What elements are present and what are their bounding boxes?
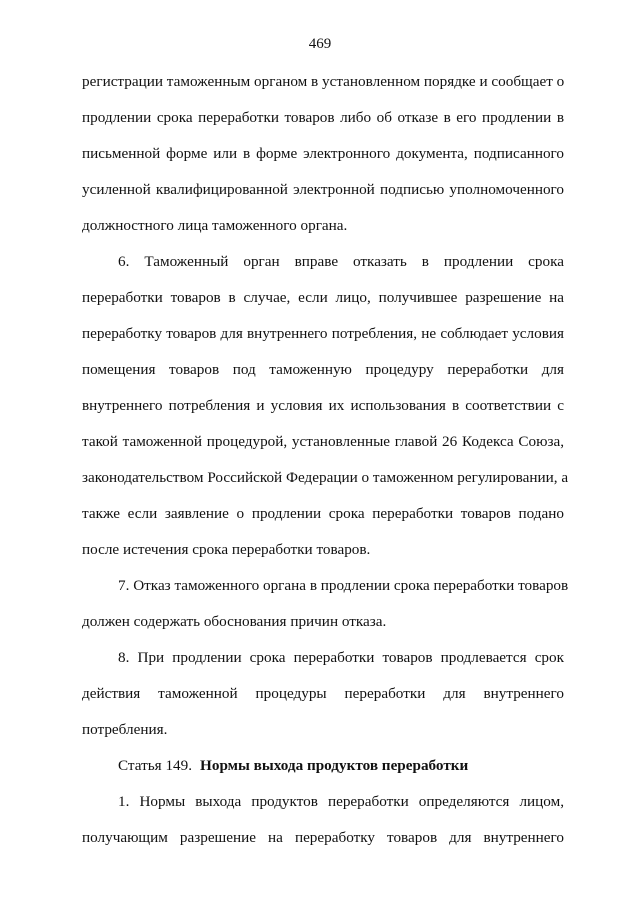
text-line: помещения товаров под таможенную процедуру переработки для [82,361,564,378]
paragraph-8-first-line: 8. При продлении срока переработки товаров продлевается срок [118,649,564,666]
text-line: действия таможенной процедуры переработки для внутреннего [82,685,564,702]
paragraph-6-first-line: 6. Таможенный орган вправе отказать в продлении срока [118,253,564,270]
text-line: получающим разрешение на переработку товаров для внутреннего [82,829,564,846]
text-line: усиленной квалифицированной электронной подписью уполномоченного [82,181,564,198]
article-heading [118,756,468,776]
text-line: после истечения срока переработки товаров. [82,541,371,558]
text-line: должен содержать обоснования причин отказа. [82,613,387,630]
text-line: письменной форме или в форме электронного документа, подписанного [82,145,564,162]
text-line: продлении срока переработки товаров либо об отказе в его продлении в [82,109,564,126]
article-paragraph-1-first-line: 1. Нормы выхода продуктов переработки определяются лицом, [118,793,564,810]
text-line: переработки товаров в случае, если лицо, получившее разрешение на [82,289,564,306]
text-line: переработку товаров для внутреннего потребления, не соблюдает условия [82,325,564,342]
text-line: внутреннего потребления и условия их использования в соответствии с [82,397,564,414]
text-line: должностного лица таможенного органа. [82,217,348,234]
article-number: Статья 149. [118,757,193,774]
text-line: потребления. [82,721,168,738]
text-line: такой таможенной процедурой, установленные главой 26 Кодекса Союза, [82,433,564,450]
text-line: законодательством Российской Федерации о таможенном регулировании, а [82,469,569,486]
paragraph-7-first-line: 7. Отказ таможенного органа в продлении срока переработки товаров [118,577,569,594]
article-title: Нормы выхода продуктов переработки [200,757,469,774]
text-line: регистрации таможенным органом в установленном порядке и сообщает о [82,73,565,90]
page-number: 469 [308,36,332,52]
text-line: также если заявление о продлении срока переработки товаров подано [82,505,564,522]
